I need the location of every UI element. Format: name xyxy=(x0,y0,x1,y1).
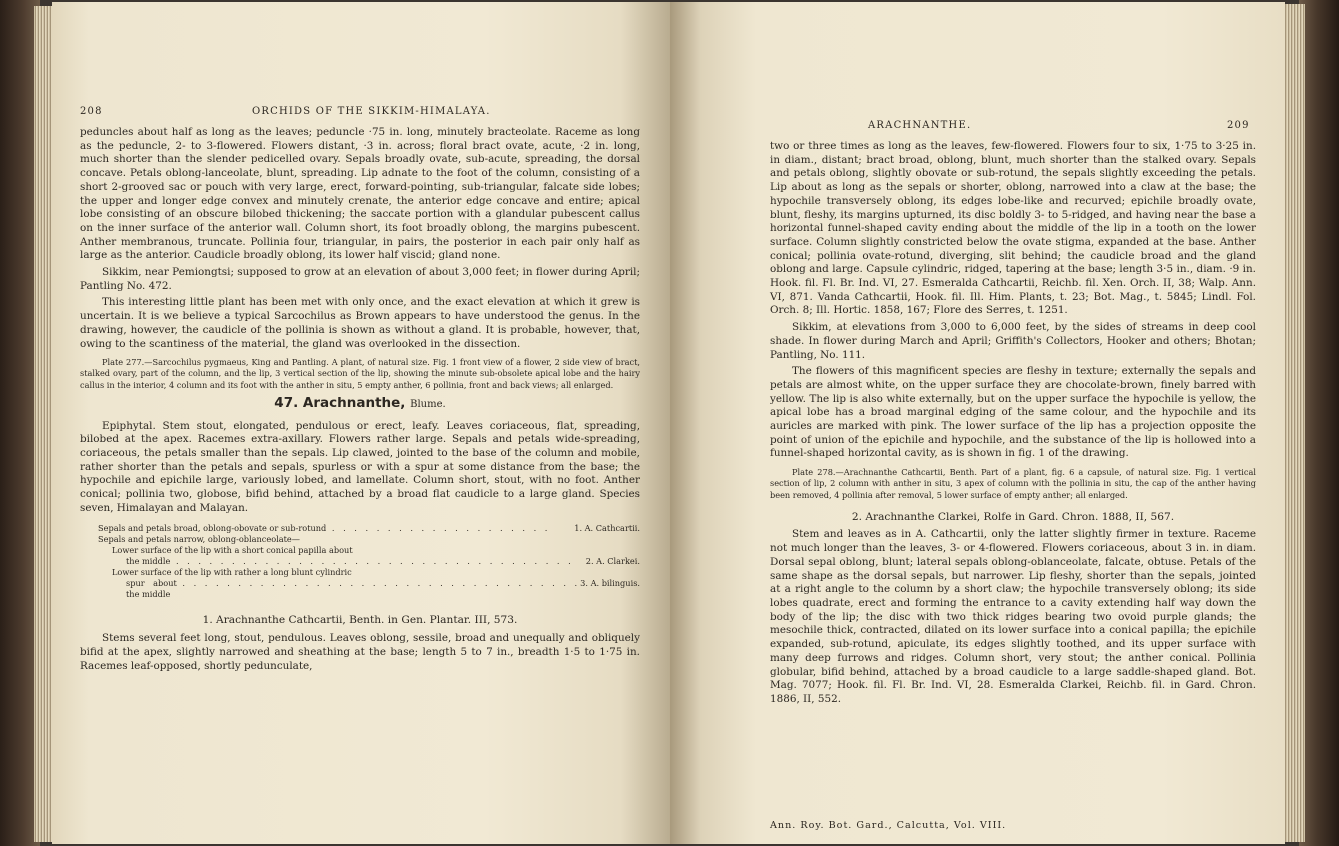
key-text: spur about the middle xyxy=(126,578,177,600)
key-text: Sepals and petals narrow, oblong-oblanceolate— xyxy=(98,534,300,545)
right-habitat: Sikkim, at elevations from 3,000 to 6,000 feet, by the sides of streams in deep cool shade. In flower during March and April; Griffith's Collectors, Hooker and others; Bhotan; Pantling, No. 111. xyxy=(770,321,1256,361)
genus-title: 47. Arachnanthe, xyxy=(274,394,406,411)
key-line xyxy=(98,578,640,600)
left-page-number: 208 xyxy=(80,106,103,117)
genus-description: Epiphytal. Stem stout, elongated, pendulous or erect, leafy. Leaves coriaceous, flat, spreading, bilobed at the apex. Racemes extra-axillary. Flowers rather large. Sepals and petals wide-spreading, coriaceous, the petals smaller than the sepals. Lip clawed, jointed to the base of the column and mobile, rather shorter than the petals and sepals, spurless or with a spur at some distance from the base; the hypochile and epichile large, variously lobed, and lamellate. Column short, stout, with no foot. Anther conical; pollinia two, globose, bifid behind, attached by a broad flat caudicle to a large gland. Species seven, Himalayan and Malayan. xyxy=(80,419,640,514)
key-line xyxy=(98,556,640,567)
key-text: the middle xyxy=(126,556,171,567)
right-note: The flowers of this magnificent species are fleshy in texture; externally the sepals and petals are almost white, on the upper surface they are chocolate-brown, finely barred with yellow. The lip is also white externally, but on the upper surface the hypochile is yellow, the apical lobe has a broad marginal edging of the same colour, and the hypochile and its auricles are marked with pink. The lower surface of the lip has a projection opposite the point of union of the epichile and hypochile, and the substance of the lip is hollowed into a funnel-shaped horizontal cavity, as is shown in fig. 1 of the drawing. xyxy=(770,365,1256,460)
right-continuation: two or three times as long as the leaves, few-flowered. Flowers four to six, 1·75 to 3·25 in. in diam., distant; bract broad, oblong, blunt, much shorter than the stalked ovary. Sepals and petals oblong, slightly obovate or sub-rotund, the sepals slightly exceeding the petals. Lip about as long as the sepals or shorter, oblong, narrowed into a claw at the base; the hypochile transversely oblong, its edges lobe-like and recurved; epichile broadly ovate, blunt, fleshy, its margins upturned, its disc boldly 3- to 5-ridged, and having near the base a horizontal funnel-shaped cavity ending about the middle of the lip in a tooth on the lower surface. Column slightly constricted below the ovate stigma, expanded at the base. Anther conical; pollinia ovate-rotund, diverging, slit behind; the caudicle broad and the gland oblong and large. Capsule cylindric, ridged, tapering at the base; length 3·5 in., diam. ·9 in. Hook. fil. Fl. Br. Ind. VI, 27. Esmeralda Cathcartii, Reichb. fil. Xen. Orch. II, 38; Walp. Ann. VI, 871. Vanda Cathcartii, Hook. fil. Ill. Him. Plants, t. 23; Bot. Mag., t. 5845; Lindl. Fol. Orch. 8; Ill. Hortic. 1858, 167; Flore des Serres, t. 1251. xyxy=(770,140,1256,317)
left-continuation: peduncles about half as long as the leaves; peduncle ·75 in. long, minutely bracteolate. Raceme as long as the peduncle, 2- to 3-flowered. Flowers distant, ·3 in. across; floral bract ovate, acute, ·2 in. long, much shorter than the slender pedicelled ovary. Sepals broadly ovate, sub-acute, spreading, the dorsal concave. Petals oblong-lanceolate, blunt, spreading. Lip adnate to the foot of the column, consisting of a short 2-grooved sac or pouch with very large, erect, forward-pointing, sub-triangular, falcate side lobes; the upper and longer edge convex and minutely crenate, the anterior edge concave and entire; apical lobe consisting of an obscure bilobed thickening; the saccate portion with a glandular pubescent callus on the inner surface of the anterior wall. Column short, its foot broadly oblong, the margins pubescent. Anther membranous, truncate. Pollinia four, triangular, in pairs, the posterior in each pair only half as large as the anterior. Caudicle broadly oblong, its lower half viscid; gland none. xyxy=(80,126,640,262)
key-line xyxy=(98,567,640,578)
genus-author: Blume. xyxy=(410,398,446,410)
key-text: Lower surface of the lip with rather a long blunt cylindric xyxy=(112,567,352,578)
key-leader: . . . . . . . . . . . . . . . . . . . . . . . . . . . . . . . . . . . . xyxy=(176,578,581,589)
left-running-head: ORCHIDS OF THE SIKKIM-HIMALAYA. xyxy=(252,106,491,117)
right-species-heading: 2. Arachnanthe Clarkei, Rolfe in Gard. Chron. 1888, II, 567. xyxy=(851,510,1175,523)
left-page xyxy=(52,2,670,844)
right-running-head: ARACHNANTHE. xyxy=(868,120,972,131)
right-body xyxy=(770,140,1256,710)
species-key xyxy=(98,523,640,600)
key-result: 1. A. Cathcartii. xyxy=(574,523,640,534)
key-line xyxy=(98,545,640,556)
key-result: 3. A. bilinguis. xyxy=(580,578,640,589)
genus-heading xyxy=(80,394,640,412)
left-species-text: Stems several feet long, stout, pendulous. Leaves oblong, sessile, broad and unequally and obliquely bifid at the apex, slightly narrowed and sheathing at the base; length 5 to 7 in., breadth 1·5 to 1·75 in. Racemes leaf-opposed, shortly pedunculate, xyxy=(80,632,640,672)
left-plate-caption: Plate 277.—Sarcochilus pygmaeus, King and Pantling. A plant, of natural size. Fig. 1 front view of a flower, 2 side view of bract, stalked ovary, part of the column, and the lip, 3 vertical section of the lip, showing the minute sub-obsolete apical lobe and the hairy callus in the interior, 4 column and its foot with the anther in situ, 5 empty anther, 6 pollinia, front and back views; all enlarged. xyxy=(80,357,640,390)
key-leader: . . . . . . . . . . . . . . . . . . . . . . . . . . . . . . . . . . . . xyxy=(170,556,574,567)
right-page-number: 209 xyxy=(1227,120,1250,131)
right-plate-caption: Plate 278.—Arachnanthe Cathcartii, Benth. Part of a plant, fig. 6 a capsule, of natural size. Fig. 1 vertical section of lip, 2 column with anther in situ, 3 apex of column with the pollinia in situ, the cap of the anther having been removed, 4 pollinia after removal, 5 lower surface of empty anther; all enlarged. xyxy=(770,467,1256,500)
right-footer: Ann. Roy. Bot. Gard., Calcutta, Vol. VIII. xyxy=(770,820,1007,831)
left-species-heading: 1. Arachnanthe Cathcartii, Benth. in Gen. Plantar. III, 573. xyxy=(202,614,518,627)
key-line xyxy=(98,523,640,534)
right-species-text: Stem and leaves as in A. Cathcartii, only the latter slightly firmer in texture. Raceme not much longer than the leaves, 3- or 4-flowered. Flowers coriaceous, about 3 in. in diam. Dorsal sepal oblong, blunt; lateral sepals oblong-oblanceolate, falcate, obtuse. Petals of the same shape as the dorsal sepals, but narrower. Lip fleshy, shorter than the sepals, jointed at a right angle to the column by a short claw; the hypochile transversely oblong; its side lobes quadrate, erect and forming the entrance to a cavity extending half way down the body of the lip; the disc with two thick ridges bearing two ovoid purple glands; the mesochile thick, contracted, dilated on its lower surface into a conical papilla; the epichile expanded, sub-rotund, apiculate, its edges slightly toothed, and its upper surface with many deep furrows and ridges. Column short, very stout; the anther conical. Pollinia globular, bifid behind, attached by a broad caudicle to a large saddle-shaped gland. Bot. Mag. 7077; Hook. fil. Fl. Br. Ind. VI, 28. Esmeralda Clarkei, Reichb. fil. in Gard. Chron. 1886, II, 552. xyxy=(770,528,1256,705)
key-text: Sepals and petals broad, oblong-obovate or sub-rotund xyxy=(98,523,327,534)
key-line xyxy=(98,534,640,545)
left-body xyxy=(80,126,640,676)
left-note: This interesting little plant has been met with only once, and the exact elevation at which it grew is uncertain. It is we believe a typical Sarcochilus as Brown appears to have understood the genus. In the drawing, however, the caudicle of the pollinia is shown as without a gland. It is probable, however, that, owing to the scantiness of the material, the gland was overlooked in the dissection. xyxy=(80,296,640,350)
right-page xyxy=(670,2,1285,844)
left-habitat: Sikkim, near Pemiongtsi; supposed to grow at an elevation of about 3,000 feet; in flower during April; Pantling No. 472. xyxy=(80,266,640,292)
book-cover-right xyxy=(1299,0,1339,846)
key-result: 2. A. Clarkei. xyxy=(585,556,640,567)
key-leader: . . . . . . . . . . . . . . . . . . . . xyxy=(326,523,551,534)
key-text: Lower surface of the lip with a short conical papilla about xyxy=(112,545,353,556)
